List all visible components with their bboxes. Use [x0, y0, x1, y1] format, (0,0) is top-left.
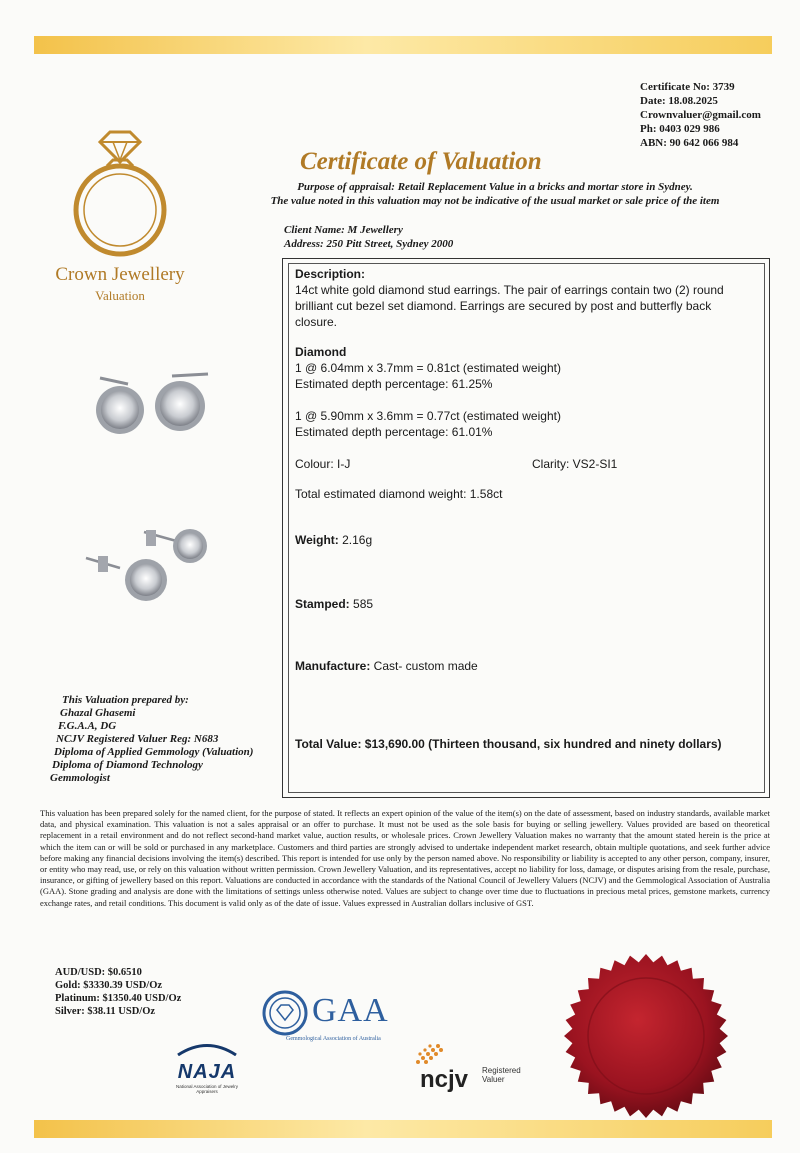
preparer-name: Ghazal Ghasemi [60, 707, 136, 719]
wax-seal-icon [562, 952, 730, 1120]
platinum-rate: Platinum: $1350.40 USD/Oz [55, 993, 182, 1004]
ncjv-valuer: Valuer [482, 1075, 505, 1084]
description-text: 14ct white gold diamond stud earrings. The pair of earrings contain two (2) round brilliant cut bezel set diamond. Earrings are secured by post and butterfly back closure. [295, 283, 724, 329]
gaa-logo-subtitle: Gemmological Association of Australia [286, 1036, 381, 1042]
weight-label: Weight: [295, 533, 339, 547]
details-inner-frame [288, 263, 765, 793]
clarity-grade: Clarity: VS2-SI1 [532, 457, 618, 471]
earrings-photo-front [88, 362, 218, 447]
description-label: Description: [295, 267, 366, 281]
manufacture-label: Manufacture: [295, 659, 371, 673]
stud-earrings-icon [88, 362, 218, 442]
manufacture-value: Cast- custom made [370, 659, 478, 673]
ncjv-logo-text: ncjv [420, 1066, 469, 1093]
client-name: Client Name: M Jewellery [284, 224, 403, 236]
metal-rates [55, 966, 181, 1018]
earrings-photo-side [84, 522, 214, 617]
preparer-heading: This Valuation prepared by: [62, 694, 189, 706]
weight-row [295, 532, 752, 548]
ncjv-logo-subtitle [482, 1066, 521, 1084]
weight-value: 2.16g [338, 533, 373, 547]
stone-1-depth: Estimated depth percentage: 61.25% [295, 377, 493, 391]
preparer-credentials: F.G.A.A, DG [58, 720, 117, 732]
stamped-row [295, 596, 752, 612]
client-address: Address: 250 Pitt Street, Sydney 2000 [284, 238, 454, 250]
contact-phone: Ph: 0403 029 986 [640, 123, 720, 135]
certificate-date: Date: 18.08.2025 [640, 95, 718, 107]
gaa-logo-text: GAA [312, 992, 389, 1029]
purpose-line-2: The value noted in this valuation may not be indicative of the usual market or sale price of the item [270, 195, 720, 207]
naja-logo [172, 1040, 242, 1094]
top-gold-band [34, 36, 772, 54]
aud-usd-rate: AUD/USD: $0.6510 [55, 967, 142, 978]
stone-2-section [295, 408, 752, 440]
purpose-line-1: Purpose of appraisal: Retail Replacement Value in a bricks and mortar store in Sydney. [297, 181, 693, 193]
valuation-details-box [282, 258, 770, 798]
stone-2-depth: Estimated depth percentage: 61.01% [295, 425, 493, 439]
stamped-label: Stamped: [295, 597, 350, 611]
preparer-diploma-2: Diploma of Diamond Technology [52, 759, 203, 771]
contact-email: Crownvaluer@gmail.com [640, 109, 761, 121]
gaa-emblem-icon [262, 990, 308, 1036]
preparer-role: Gemmologist [50, 772, 110, 784]
certificate-number: Certificate No: 3739 [640, 81, 735, 93]
stud-earrings-side-icon [84, 522, 214, 612]
certificate-meta [640, 80, 761, 150]
disclaimer-text: This valuation has been prepared solely for the named client, for the purpose of stated. It reflects an expert opinion of the value of the item(s) on the date of assessment, based on industry standards, available market data, and physical examination. This valuation is not a sales appraisal or an offer to purchase. It must not be used as the sole basis for buying or selling jewellery. Values provided are based on theoretical replacement in a retail environment and do not reflect second-hand market value, auction results, or wholesale prices. Crown Jewellery Valuation makes no warranty that the amount stated herein is the price at which the item can or will be sold or purchased in any marketplace. Customers and third parties are strongly advised to undertake independent market research, obtain multiple quotations, and seek further advice before making any financial decisions involving the item(s) described. This report is intended for use only by the person named above. No responsibility or liability is accepted to any other person, company, insurer, or entity who may read, use, or rely on this valuation without written permission. Crown Jewellery Valuation, and its representatives, accept no liability for loss, damage, or disputes arising from the resale, purchase, insurance, or gifting of jewellery based on this report. Valuations are conducted in accordance with the standards of the National Council of Jewellery Valuers (NCJV) and the Gemmological Association of Australia (GAA). Stone grading and analysis are done with the limitations of settings unless otherwise noted. Values are subject to change over time due to fluctuations in precious metal prices, gemstone markets, currency exchange rates, and retail conditions. This document is valid only as of the date of issue. Values expressed in Australian dollars inclusive of GST. [40, 808, 770, 908]
naja-logo-subtitle: National Association of Jewelry Appraisers [175, 1084, 239, 1094]
stone-1-size: 1 @ 6.04mm x 3.7mm = 0.81ct (estimated weight) [295, 361, 561, 375]
stamped-value: 585 [349, 597, 374, 611]
ncjv-dots-icon [408, 1042, 444, 1068]
preparer-registration: NCJV Registered Valuer Reg: N683 [56, 733, 219, 745]
page-title: Certificate of Valuation [300, 148, 542, 175]
ring-logo-icon [65, 130, 175, 260]
brand-subtitle: Valuation [95, 288, 145, 303]
colour-grade: Colour: I-J [295, 457, 351, 471]
diamond-section [295, 344, 752, 392]
gold-rate: Gold: $3330.39 USD/Oz [55, 980, 163, 991]
description-section [295, 266, 752, 330]
colour-clarity-row [295, 456, 752, 472]
stone-2-size: 1 @ 5.90mm x 3.6mm = 0.77ct (estimated weight) [295, 409, 561, 423]
manufacture-row [295, 658, 752, 674]
brand-logo [40, 130, 200, 304]
total-diamond-weight: Total estimated diamond weight: 1.58ct [295, 487, 503, 501]
naja-arc-icon [172, 1040, 242, 1056]
brand-name: Crown Jewellery [55, 264, 185, 285]
diamond-label: Diamond [295, 345, 347, 359]
client-info [284, 223, 453, 251]
preparer-diploma-1: Diploma of Applied Gemmology (Valuation) [54, 746, 254, 758]
total-value: Total Value: $13,690.00 (Thirteen thousand, six hundred and ninety dollars) [295, 737, 722, 751]
ncjv-registered: Registered [482, 1066, 521, 1075]
purpose-statement [230, 180, 760, 208]
abn-number: ABN: 90 642 066 984 [640, 137, 739, 149]
naja-logo-text: NAJA [177, 1061, 237, 1083]
preparer-block [50, 694, 253, 785]
bottom-gold-band [34, 1120, 772, 1138]
silver-rate: Silver: $38.11 USD/Oz [55, 1006, 156, 1017]
